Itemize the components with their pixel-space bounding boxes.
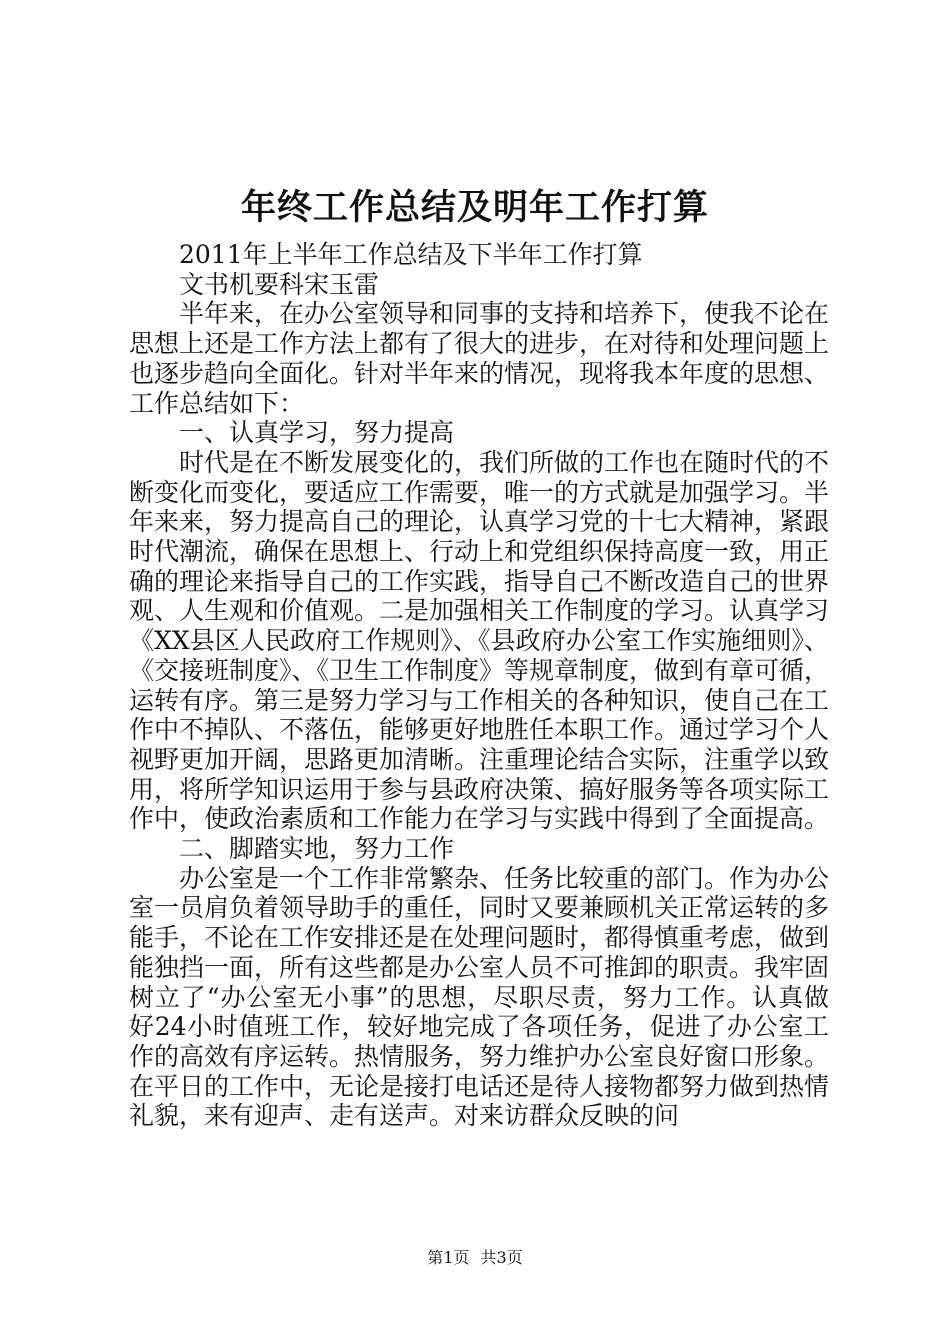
section-heading-2: 二、脚踏实地，努力工作 — [179, 834, 455, 864]
section-1-paragraph: 时代是在不断发展变化的，我们所做的工作也在随时代的不断变化而变化，要适应工作需要，唯一的方式就是加强学习。半年来来，努力提高自己的理论，认真学习党的十七大精神，紧跟时代潮流，确保在思想上、行动上和党组织保持高度一致，用正确的理论来指导自己的工作实践，指导自己不断改造自己的世界观、人生观和价值观。二是加强相关工作制度的学习。认真学习《XX县区人民政府工作规则》、《县政府办公室工作实施细则》、《交接班制度》、《卫生工作制度》等规章制度，做到有章可循，运转有序。第三是努力学习与工作相关的各种知识，使自己在工作中不掉队、不落伍，能够更好地胜任本职工作。通过学习个人视野更加开阔，思路更加清晰。注重理论结合实际，注重学以致用，将所学知识运用于参与县政府决策、搞好服务等各项实际工作中，使政治素质和工作能力在学习与实践中得到了全面提高。 — [129, 447, 830, 834]
page-footer — [0, 1248, 950, 1268]
author-line: 文书机要科宋玉雷 — [179, 269, 380, 299]
subtitle-line: 2011年上半年工作总结及下半年工作打算 — [179, 240, 643, 269]
page-number: 第1页 — [427, 1248, 470, 1267]
intro-paragraph: 半年来，在办公室领导和同事的支持和培养下，使我不论在思想上还是工作方法上都有了很大的进步，在对待和处理问题上也逐步趋向全面化。针对半年来的情况，现将我本年度的思想、工作总结如下： — [129, 299, 830, 418]
document-title: 年终工作总结及明年工作打算 — [240, 187, 709, 228]
page-total: 共3页 — [480, 1248, 523, 1267]
document-body — [129, 240, 829, 1131]
section-heading-1: 一、认真学习，努力提高 — [179, 418, 455, 448]
section-2-paragraph: 办公室是一个工作非常繁杂、任务比较重的部门。作为办公室一员肩负着领导助手的重任，同时又要兼顾机关正常运转的多能手，不论在工作安排还是在处理问题时，都得慎重考虑，做到能独挡一面，所有这些都是办公室人员不可推卸的职责。我牢固树立了“办公室无小事”的思想，尽职尽责，努力工作。认真做好24小时值班工作，较好地完成了各项任务，促进了办公室工作的高效有序运转。热情服务，努力维护办公室良好窗口形象。在平日的工作中，无论是接打电话还是待人接物都努力做到热情礼貌，来有迎声、走有送声。对来访群众反映的问 — [129, 863, 830, 1131]
